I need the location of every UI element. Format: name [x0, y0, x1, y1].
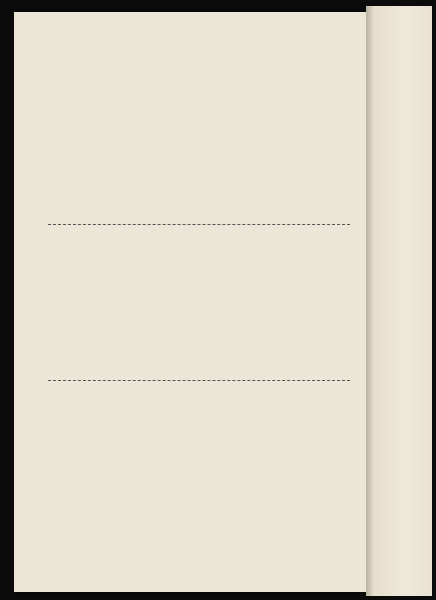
toc-page — [14, 12, 366, 592]
section-divider-1 — [48, 224, 350, 226]
facing-page-edge — [366, 6, 432, 596]
section-divider-2 — [48, 380, 350, 382]
